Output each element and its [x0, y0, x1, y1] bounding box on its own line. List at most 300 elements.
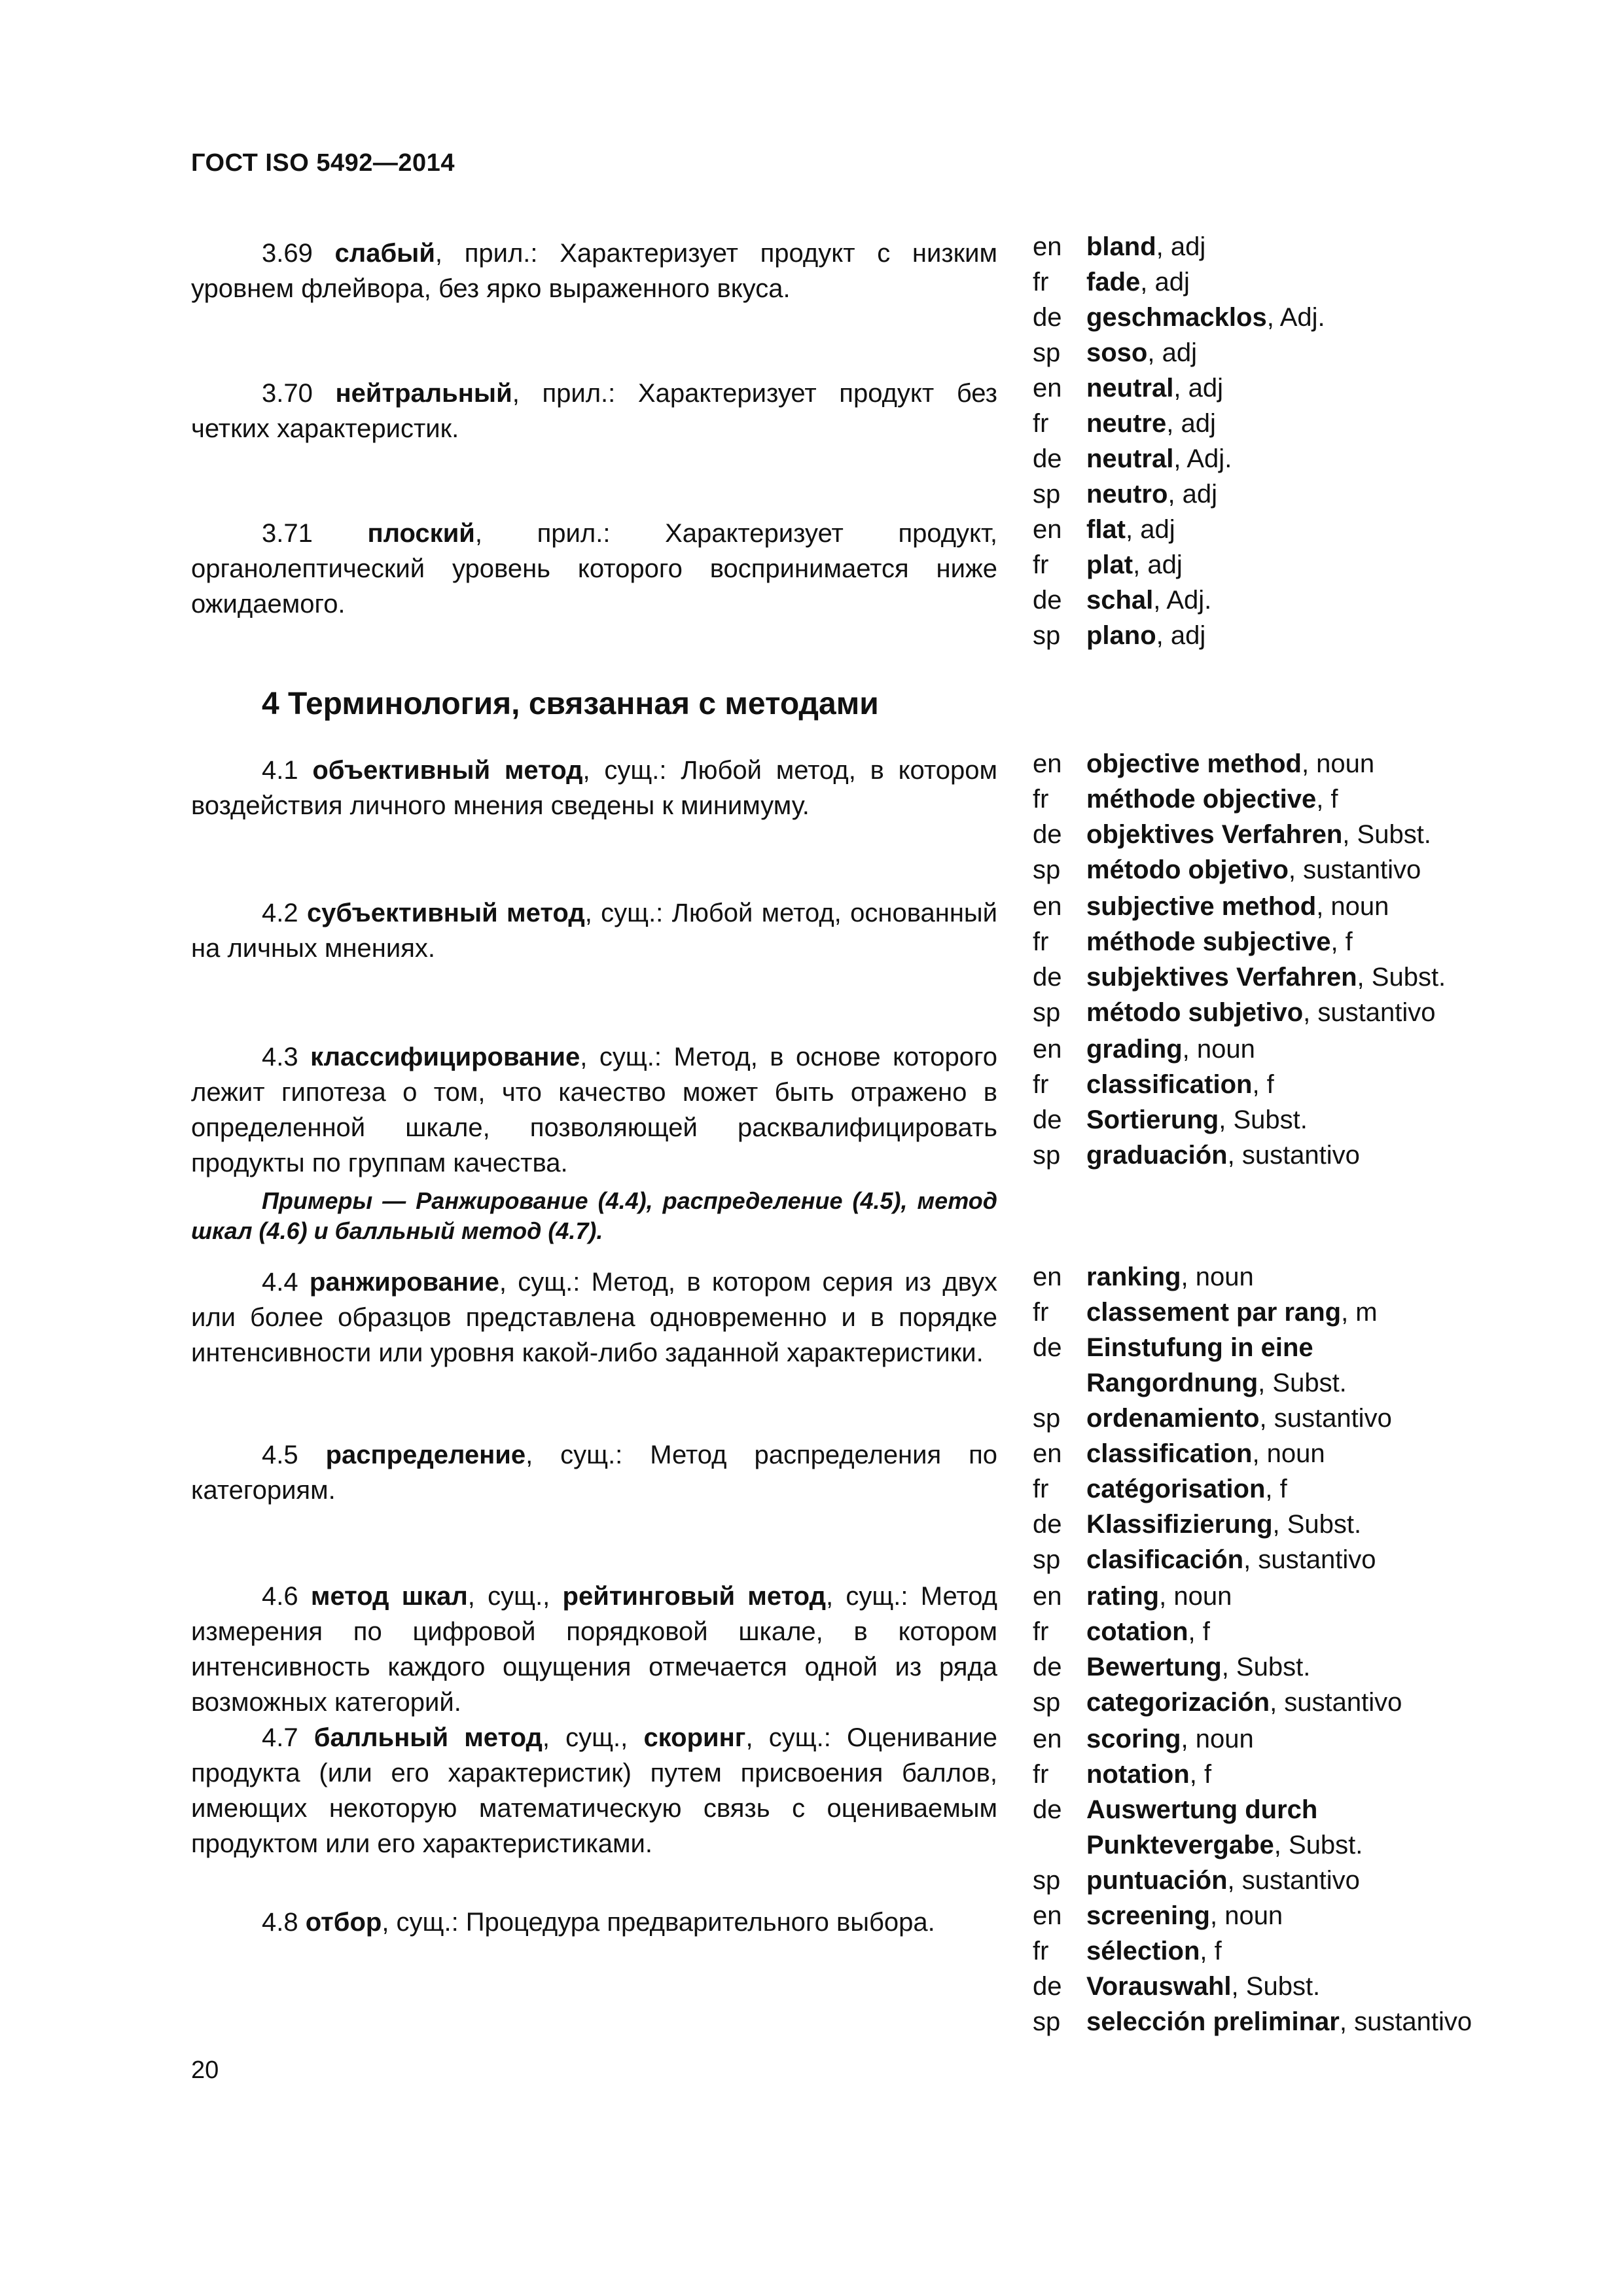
translated-term: classification: [1086, 1070, 1253, 1099]
translation-term: [1086, 441, 1543, 476]
translation-term: [1086, 370, 1543, 406]
term-entry: [191, 1905, 997, 1940]
translated-term: rating: [1086, 1582, 1160, 1611]
translation-row: [1033, 335, 1543, 370]
translation-term: [1086, 264, 1543, 300]
part-of-speech: , noun: [1301, 749, 1375, 778]
part-of-speech: , Subst.: [1274, 1831, 1363, 1859]
term-name: распределение: [325, 1441, 526, 1469]
translation-row: [1033, 781, 1543, 817]
term-entry: [191, 236, 997, 306]
part-of-speech: , adj: [1156, 621, 1206, 650]
translated-term: objective method: [1086, 749, 1302, 778]
term-definition: [191, 895, 997, 966]
translation-term: [1086, 817, 1543, 852]
translations-block: [1033, 1031, 1543, 1173]
term-number: 3.69: [262, 239, 335, 268]
part-of-speech: , noun: [1316, 892, 1389, 921]
translation-term: [1086, 1031, 1543, 1067]
language-code: fr: [1033, 927, 1049, 956]
translation-row: [1033, 1259, 1543, 1295]
section-title: 4 Терминология, связанная с методами: [262, 687, 879, 721]
translation-row: [1033, 547, 1543, 583]
translation-row: [1033, 583, 1543, 618]
translated-term: méthode subjective: [1086, 927, 1331, 956]
part-of-speech: , Adj.: [1153, 586, 1212, 615]
translated-term: Klassifizierung: [1086, 1510, 1273, 1539]
language-code: en: [1033, 1035, 1062, 1064]
translation-term: [1086, 300, 1543, 335]
language-code: sp: [1033, 1545, 1061, 1574]
translation-term: [1086, 512, 1543, 547]
translated-term: neutral: [1086, 374, 1174, 403]
translated-term: cotation: [1086, 1617, 1188, 1646]
term-name: балльный метод: [313, 1723, 543, 1752]
part-of-speech: , Subst.: [1357, 963, 1446, 992]
term-description: , сущ.: Любой метод, в котором воздействия личного мнения сведены к минимуму.: [191, 756, 998, 820]
translated-term: puntuación: [1086, 1866, 1228, 1895]
translated-term: soso: [1086, 338, 1148, 367]
translation-term: [1086, 746, 1543, 781]
term-definition: [191, 1265, 997, 1371]
term-number: 3.71: [262, 519, 368, 548]
language-code: sp: [1033, 2007, 1061, 2036]
translation-row: [1033, 746, 1543, 781]
part-of-speech: , sustantivo: [1303, 998, 1436, 1027]
translation-term: [1086, 547, 1543, 583]
language-code: en: [1033, 515, 1062, 544]
translation-row: [1033, 476, 1543, 512]
translation-row: [1033, 1295, 1543, 1330]
term-name: объективный метод: [312, 756, 583, 785]
translated-term: plano: [1086, 621, 1156, 650]
translations-block: [1033, 1436, 1543, 1577]
translation-row: [1033, 1330, 1543, 1365]
translations-block: [1033, 512, 1543, 653]
language-code: de: [1033, 1795, 1062, 1824]
document-header: ГОСТ ISO 5492—2014: [191, 149, 455, 177]
translated-term: selección preliminar: [1086, 2007, 1340, 2036]
translation-term: [1086, 924, 1543, 960]
language-code: en: [1033, 1439, 1062, 1468]
language-code: fr: [1033, 1760, 1049, 1789]
translation-row: [1033, 1067, 1543, 1102]
translation-term: [1086, 1863, 1543, 1898]
translation-row: [1033, 1649, 1543, 1685]
translation-row: [1033, 406, 1543, 441]
language-code: sp: [1033, 1141, 1061, 1170]
translated-term: Sortierung: [1086, 1105, 1219, 1134]
translation-row: [1033, 1792, 1543, 1827]
part-of-speech: , adj: [1168, 480, 1218, 509]
term-synonym: рейтинговый метод: [562, 1582, 826, 1611]
language-code: sp: [1033, 480, 1061, 509]
part-of-speech: , sustantivo: [1270, 1688, 1402, 1717]
translation-term: [1086, 1471, 1543, 1507]
term-number: 4.8: [262, 1908, 306, 1937]
translation-term: [1086, 1579, 1543, 1614]
language-code: de: [1033, 1653, 1062, 1681]
part-of-speech: , noun: [1181, 1263, 1254, 1291]
translation-row: [1033, 1721, 1543, 1757]
translated-term: neutro: [1086, 480, 1168, 509]
translation-term: [1086, 1757, 1543, 1792]
translated-term: Auswertung durch: [1086, 1795, 1318, 1824]
part-of-speech: , adj: [1147, 338, 1197, 367]
translation-term: [1086, 1827, 1543, 1863]
term-definition: [191, 1905, 997, 1940]
term-name: слабый: [334, 239, 435, 268]
part-of-speech: , noun: [1252, 1439, 1325, 1468]
term-entry: [191, 516, 997, 622]
translated-term: subjective method: [1086, 892, 1317, 921]
translated-term: screening: [1086, 1901, 1210, 1930]
translation-row: [1033, 264, 1543, 300]
translated-term: plat: [1086, 550, 1133, 579]
term-entry: [191, 895, 997, 966]
translated-term: Einstufung in eine: [1086, 1333, 1313, 1362]
translation-term: [1086, 781, 1543, 817]
translated-term: bland: [1086, 232, 1156, 261]
translation-term: [1086, 1792, 1543, 1827]
translated-term: sélection: [1086, 1937, 1200, 1965]
term-description: , сущ.: Метод, в котором серия из двух или более образцов представлена одновременно и в порядке интенсивности или уровня какой-либо заданной характеристики.: [191, 1268, 997, 1367]
part-of-speech: , sustantivo: [1243, 1545, 1376, 1574]
part-of-speech: , f: [1200, 1937, 1222, 1965]
part-of-speech: , f: [1316, 785, 1338, 814]
language-code: fr: [1033, 550, 1049, 579]
translation-row: [1033, 1542, 1543, 1577]
translations-block: [1033, 370, 1543, 512]
translation-row: [1033, 995, 1543, 1030]
language-code: fr: [1033, 1617, 1049, 1646]
term-definition: [191, 1437, 997, 1508]
translation-row: [1033, 441, 1543, 476]
translated-term: neutre: [1086, 409, 1167, 438]
translation-term: [1086, 1721, 1543, 1757]
term-number: 4.5: [262, 1441, 326, 1469]
translation-row: [1033, 889, 1543, 924]
translation-row: [1033, 1365, 1543, 1401]
part-of-speech: , sustantivo: [1288, 855, 1421, 884]
part-of-speech: , f: [1189, 1760, 1212, 1789]
term-synonym: скоринг: [643, 1723, 746, 1752]
language-code: sp: [1033, 1866, 1061, 1895]
term-entry: [191, 1579, 997, 1720]
term-entry: [191, 376, 997, 446]
term-description: , сущ.: Процедура предварительного выбора.: [382, 1908, 935, 1937]
translations-block: [1033, 1898, 1543, 2039]
translations-block: [1033, 1579, 1543, 1720]
part-of-speech: , noun: [1182, 1035, 1255, 1064]
translations-block: [1033, 889, 1543, 1030]
translation-term: [1086, 335, 1543, 370]
term-entry: [191, 753, 997, 823]
term-description: , сущ.: Оценивание продукта (или его характеристик) путем присвоения баллов, имеющих некоторую математическую связь с оцениваемым продуктом или его характеристиками.: [191, 1723, 997, 1858]
translated-term: scoring: [1086, 1725, 1181, 1753]
translation-term: [1086, 618, 1543, 653]
translation-term: [1086, 1138, 1543, 1173]
language-code: [1033, 1827, 1086, 1863]
translated-term: flat: [1086, 515, 1126, 544]
language-code: fr: [1033, 268, 1049, 296]
translation-row: [1033, 1614, 1543, 1649]
language-code: fr: [1033, 409, 1049, 438]
language-code: fr: [1033, 785, 1049, 814]
term-name: классифицирование: [310, 1043, 580, 1071]
term-description: , сущ.: Метод измерения по цифровой порядковой шкале, в котором интенсивность каждого ощущения отмечается одной из ряда возможных категорий.: [191, 1582, 997, 1717]
translated-term: classement par rang: [1086, 1298, 1342, 1327]
translation-term: [1086, 406, 1543, 441]
translations-block: [1033, 746, 1543, 888]
translation-term: [1086, 1649, 1543, 1685]
translation-term: [1086, 1295, 1543, 1330]
term-number: 3.70: [262, 379, 336, 408]
translated-term: subjektives Verfahren: [1086, 963, 1357, 992]
translation-term: [1086, 1436, 1543, 1471]
term-number: 4.1: [262, 756, 313, 785]
term-entry: [191, 1039, 997, 1246]
translated-term: catégorisation: [1086, 1475, 1266, 1503]
translation-row: [1033, 1138, 1543, 1173]
language-code: en: [1033, 1901, 1062, 1930]
language-code: sp: [1033, 338, 1061, 367]
term-description: , сущ.: Любой метод, основанный на личных мнениях.: [191, 899, 998, 963]
translation-term: [1086, 1401, 1543, 1436]
part-of-speech: , Subst.: [1272, 1510, 1362, 1539]
language-code: de: [1033, 963, 1062, 992]
term-number: 4.3: [262, 1043, 311, 1071]
translation-row: [1033, 1507, 1543, 1542]
translated-term: método objetivo: [1086, 855, 1289, 884]
part-of-speech: , adj: [1126, 515, 1175, 544]
translated-term: schal: [1086, 586, 1154, 615]
language-code: sp: [1033, 855, 1061, 884]
term-definition: [191, 1579, 997, 1720]
translated-term: ranking: [1086, 1263, 1181, 1291]
language-code: de: [1033, 1333, 1062, 1362]
language-code: fr: [1033, 1070, 1049, 1099]
language-code: fr: [1033, 1298, 1049, 1327]
part-of-speech: , Subst.: [1342, 820, 1431, 849]
translation-row: [1033, 1757, 1543, 1792]
translated-term: Vorauswahl: [1086, 1972, 1232, 2001]
translation-term: [1086, 583, 1543, 618]
term-definition: [191, 1039, 997, 1181]
translation-term: [1086, 1898, 1543, 1933]
part-of-speech: , Subst.: [1258, 1369, 1347, 1397]
translation-row: [1033, 618, 1543, 653]
part-of-speech: , noun: [1181, 1725, 1254, 1753]
translation-row: [1033, 852, 1543, 888]
translation-term: [1086, 1933, 1543, 1969]
term-definition: [191, 753, 997, 823]
part-of-speech: , adj: [1156, 232, 1206, 261]
term-number: 4.6: [262, 1582, 311, 1611]
translation-row: [1033, 1401, 1543, 1436]
term-description: , сущ.: Метод распределения по категориям.: [191, 1441, 998, 1505]
language-code: fr: [1033, 1475, 1049, 1503]
translation-row: [1033, 1436, 1543, 1471]
language-code: en: [1033, 1263, 1062, 1291]
part-of-speech: , Subst.: [1231, 1972, 1321, 2001]
translation-term: [1086, 1067, 1543, 1102]
translated-term: categorización: [1086, 1688, 1270, 1717]
language-code: sp: [1033, 998, 1061, 1027]
translation-row: [1033, 960, 1543, 995]
term-description: , сущ.,: [467, 1582, 563, 1611]
term-description: , сущ.,: [542, 1723, 644, 1752]
term-note: Примеры — Ранжирование (4.4), распределение (4.5), метод шкал (4.6) и балльный метод (4.7).: [191, 1187, 997, 1244]
translations-block: [1033, 1259, 1543, 1436]
part-of-speech: , noun: [1209, 1901, 1283, 1930]
translated-term: Punktevergabe: [1086, 1831, 1274, 1859]
translated-term: geschmacklos: [1086, 303, 1267, 332]
language-code: sp: [1033, 1688, 1061, 1717]
language-code: fr: [1033, 1937, 1049, 1965]
translation-term: [1086, 229, 1543, 264]
language-code: de: [1033, 1105, 1062, 1134]
translation-row: [1033, 817, 1543, 852]
part-of-speech: , sustantivo: [1339, 2007, 1472, 2036]
part-of-speech: , adj: [1133, 550, 1183, 579]
language-code: de: [1033, 820, 1062, 849]
term-number: 4.7: [262, 1723, 314, 1752]
translation-term: [1086, 852, 1543, 888]
term-definition: [191, 1720, 997, 1861]
translation-row: [1033, 1863, 1543, 1898]
translation-term: [1086, 889, 1543, 924]
translations-block: [1033, 1721, 1543, 1898]
part-of-speech: , Adj.: [1173, 444, 1232, 473]
translation-term: [1086, 1614, 1543, 1649]
language-code: de: [1033, 1972, 1062, 2001]
translation-row: [1033, 300, 1543, 335]
translation-row: [1033, 1685, 1543, 1720]
translated-term: objektives Verfahren: [1086, 820, 1343, 849]
part-of-speech: , f: [1252, 1070, 1274, 1099]
part-of-speech: , Adj.: [1266, 303, 1325, 332]
translation-term: [1086, 476, 1543, 512]
part-of-speech: , Subst.: [1221, 1653, 1311, 1681]
translated-term: notation: [1086, 1760, 1190, 1789]
language-code: en: [1033, 892, 1062, 921]
term-name: отбор: [305, 1908, 382, 1937]
language-code: [1033, 1365, 1086, 1401]
translation-row: [1033, 1933, 1543, 1969]
part-of-speech: , sustantivo: [1227, 1866, 1360, 1895]
translation-row: [1033, 1031, 1543, 1067]
term-name: субъективный метод: [306, 899, 585, 927]
part-of-speech: , noun: [1159, 1582, 1232, 1611]
translated-term: clasificación: [1086, 1545, 1244, 1574]
term-number: 4.2: [262, 899, 307, 927]
translation-row: [1033, 1898, 1543, 1933]
language-code: en: [1033, 1582, 1062, 1611]
language-code: de: [1033, 303, 1062, 332]
translation-term: [1086, 1259, 1543, 1295]
translated-term: méthode objective: [1086, 785, 1317, 814]
translation-row: [1033, 1579, 1543, 1614]
translation-row: [1033, 1969, 1543, 2004]
translation-term: [1086, 1365, 1543, 1401]
term-entry: [191, 1265, 997, 1371]
translation-term: [1086, 1969, 1543, 2004]
term-definition: [191, 376, 997, 446]
translated-term: graduación: [1086, 1141, 1228, 1170]
translated-term: ordenamiento: [1086, 1404, 1260, 1433]
part-of-speech: , adj: [1140, 268, 1190, 296]
part-of-speech: , Subst.: [1219, 1105, 1308, 1134]
term-name: плоский: [367, 519, 475, 548]
translated-term: método subjetivo: [1086, 998, 1304, 1027]
translation-term: [1086, 1330, 1543, 1365]
language-code: en: [1033, 232, 1062, 261]
term-description: , прил.: Характеризует продукт с низким уровнем флейвора, без ярко выраженного вкуса.: [191, 239, 998, 303]
part-of-speech: , adj: [1173, 374, 1223, 403]
language-code: en: [1033, 1725, 1062, 1753]
translation-row: [1033, 370, 1543, 406]
translation-row: [1033, 229, 1543, 264]
translation-row: [1033, 1102, 1543, 1138]
term-definition: [191, 516, 997, 622]
term-name: ранжирование: [309, 1268, 499, 1297]
translations-block: [1033, 229, 1543, 370]
translated-term: grading: [1086, 1035, 1183, 1064]
term-definition: [191, 236, 997, 306]
translation-row: [1033, 512, 1543, 547]
term-description: , прил.: Характеризует продукт без четких характеристик.: [191, 379, 997, 443]
translation-term: [1086, 995, 1543, 1030]
term-name: метод шкал: [310, 1582, 468, 1611]
translated-term: neutral: [1086, 444, 1174, 473]
language-code: de: [1033, 444, 1062, 473]
translation-term: [1086, 2004, 1543, 2039]
term-name: нейтральный: [335, 379, 512, 408]
part-of-speech: , sustantivo: [1259, 1404, 1392, 1433]
language-code: sp: [1033, 621, 1061, 650]
part-of-speech: , sustantivo: [1227, 1141, 1360, 1170]
translation-term: [1086, 1102, 1543, 1138]
translation-term: [1086, 1507, 1543, 1542]
part-of-speech: , f: [1188, 1617, 1210, 1646]
translated-term: Rangordnung: [1086, 1369, 1258, 1397]
language-code: sp: [1033, 1404, 1061, 1433]
part-of-speech: , m: [1341, 1298, 1378, 1327]
translation-row: [1033, 924, 1543, 960]
part-of-speech: , f: [1265, 1475, 1287, 1503]
language-code: de: [1033, 586, 1062, 615]
term-entry: [191, 1720, 997, 1861]
part-of-speech: , f: [1330, 927, 1353, 956]
term-number: 4.4: [262, 1268, 310, 1297]
term-description: , прил.: Характеризует продукт, органолептический уровень которого воспринимается ниже ожидаемого.: [191, 519, 997, 619]
term-description: , сущ.: Метод, в основе которого лежит гипотеза о том, что качество может быть отражено в определенной шкале, позволяющей расквалифицировать продукты по группам качества.: [191, 1043, 997, 1177]
part-of-speech: , adj: [1166, 409, 1216, 438]
translation-term: [1086, 1685, 1543, 1720]
translation-term: [1086, 1542, 1543, 1577]
language-code: en: [1033, 374, 1062, 403]
language-code: en: [1033, 749, 1062, 778]
translated-term: Bewertung: [1086, 1653, 1222, 1681]
translation-row: [1033, 1471, 1543, 1507]
translation-row: [1033, 1827, 1543, 1863]
term-entry: [191, 1437, 997, 1508]
translated-term: classification: [1086, 1439, 1253, 1468]
translated-term: fade: [1086, 268, 1141, 296]
translation-row: [1033, 2004, 1543, 2039]
language-code: de: [1033, 1510, 1062, 1539]
